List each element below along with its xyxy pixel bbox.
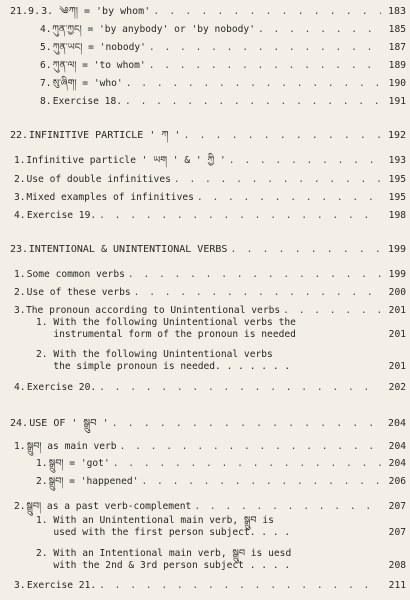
toc-entry[interactable] (14, 578, 410, 594)
toc-entry[interactable] (40, 94, 410, 110)
toc-entry[interactable] (14, 380, 410, 396)
leader-dots (229, 153, 381, 169)
toc-subentry[interactable] (36, 515, 384, 539)
page-number: 207 (388, 527, 406, 538)
entry-number: 24. (10, 418, 29, 429)
leader-dots (120, 439, 381, 455)
leader-dots (134, 285, 381, 301)
page-number: 199 (387, 244, 406, 255)
leader-dots (258, 22, 381, 38)
subentry-line: 2. With the following Unintentional verbs (36, 349, 273, 360)
leader-dots (149, 40, 381, 56)
chapter-entry[interactable] (10, 242, 410, 258)
page-number: 198 (388, 210, 406, 221)
toc-entry[interactable] (14, 208, 410, 224)
entry-label: 3. ༄ཀ། = 'by whom' (41, 6, 151, 17)
toc-entry[interactable] (14, 285, 410, 301)
entry-number: 21.9. (10, 6, 41, 17)
entry-number: 2. (14, 501, 26, 512)
page-number: 195 (388, 174, 406, 185)
page-number: 191 (388, 96, 406, 107)
entry-label: INTENTIONAL & UNINTENTIONAL VERBS (28, 244, 228, 255)
subentry-line: used with the first person subject. . . . (36, 527, 291, 538)
entry-number: 5. (40, 42, 52, 53)
entry-label: སྒྲུབ། = 'got' (48, 458, 110, 469)
toc-subentry[interactable] (36, 349, 384, 373)
entry-number: 1. (14, 269, 26, 280)
toc-entry[interactable] (40, 76, 410, 92)
subentry-line: 1. With an Unintentional main verb, སྒྲུབ is (36, 515, 274, 526)
leader-dots (112, 416, 381, 432)
leader-dots (153, 4, 381, 20)
entry-label: སྒྲུབ། as a past verb-complement (26, 501, 192, 512)
entry-label: ཀུན་ལ། = 'to whom' (52, 60, 146, 71)
entry-number: 3. (14, 305, 26, 316)
page-number: 202 (388, 382, 406, 393)
entry-label: Some common verbs (26, 269, 125, 280)
page-number: 204 (387, 418, 406, 429)
page-number: 204 (388, 458, 406, 469)
toc-subentry[interactable] (36, 548, 384, 572)
entry-label: Use of these verbs (26, 287, 131, 298)
leader-dots (141, 474, 381, 490)
leader-dots (149, 58, 381, 74)
page-number: 208 (388, 560, 406, 571)
entry-number: 6. (40, 60, 52, 71)
page-number: 211 (388, 580, 406, 591)
page-number: 200 (388, 287, 406, 298)
page-number: 192 (387, 130, 406, 141)
page-number: 204 (388, 441, 406, 452)
entry-label: Exercise 19. (26, 210, 97, 221)
page-number: 183 (387, 6, 406, 17)
entry-label: Exercise 20. (26, 382, 97, 393)
entry-label: The pronoun according to Unintentional verbs (26, 305, 281, 316)
entry-number: 22. (10, 130, 29, 141)
entry-label: Exercise 21. (26, 580, 97, 591)
toc-subentry[interactable] (36, 317, 384, 341)
entry-label: Exercise 18. (52, 96, 123, 107)
entry-label: Mixed examples of infinitives (26, 192, 194, 203)
subentry-line: with the 2nd & 3rd person subject . . . . (36, 560, 291, 571)
entry-number: 4. (14, 382, 26, 393)
page-number: 195 (388, 192, 406, 203)
leader-dots (113, 456, 381, 472)
leader-dots (197, 190, 381, 206)
page-number: 199 (388, 269, 406, 280)
toc-entry[interactable] (40, 58, 410, 74)
entry-label: USE OF ' སྒྲུབ ' (29, 418, 109, 429)
page-number: 185 (388, 24, 406, 35)
entry-number: 3. (14, 192, 26, 203)
entry-number: 4. (14, 210, 26, 221)
entry-number: 2. (36, 476, 48, 487)
entry-label: སྒྲུབ། = 'happened' (48, 476, 139, 487)
leader-dots (183, 128, 381, 144)
toc-entry[interactable] (40, 40, 410, 56)
entry-label: Infinitive particle ' ཡག ' & ' ཀྱི ' (26, 155, 226, 166)
chapter-entry[interactable] (10, 4, 410, 20)
toc-entry[interactable] (14, 499, 410, 515)
page-number: 187 (388, 42, 406, 53)
page-number: 201 (388, 361, 406, 372)
entry-number: 1. (14, 441, 26, 452)
subentry-line: 2. With an Intentional main verb, སྒྲུབ is uesd (36, 548, 292, 559)
entry-number: 23. (10, 244, 29, 255)
leader-dots (126, 76, 381, 92)
leader-dots (174, 172, 381, 188)
page-number: 189 (388, 60, 406, 71)
entry-label: Use of double infinitives (26, 174, 171, 185)
entry-number: 8. (40, 96, 52, 107)
entry-number: 2. (14, 174, 26, 185)
toc-entry[interactable] (14, 172, 410, 188)
entry-number: 1. (14, 155, 26, 166)
page-number: 201 (388, 305, 406, 316)
entry-number: 3. (14, 580, 26, 591)
toc-entry[interactable] (14, 439, 410, 455)
page-number: 201 (388, 329, 406, 340)
subentry-line: 1. With the following Unintentional verbs the (36, 317, 296, 328)
entry-number: 4. (40, 24, 52, 35)
entry-label: INFINITIVE PARTICLE ' ཀ ' (28, 130, 181, 141)
toc-entry[interactable] (14, 190, 410, 206)
toc-entry[interactable] (36, 456, 410, 472)
page-number: 193 (388, 155, 406, 166)
toc-entry[interactable] (40, 22, 410, 38)
page-number: 190 (388, 78, 406, 89)
leader-dots (128, 267, 381, 283)
toc-entry[interactable] (36, 474, 410, 490)
toc-entry[interactable] (14, 153, 410, 169)
entry-number: 2. (14, 287, 26, 298)
leader-dots (194, 499, 381, 515)
leader-dots (99, 380, 381, 396)
chapter-entry[interactable] (10, 416, 410, 432)
subentry-line: instrumental form of the pronoun is needed (36, 329, 296, 340)
entry-number: 1. (36, 458, 48, 469)
chapter-entry[interactable] (10, 128, 410, 144)
leader-dots (99, 208, 381, 224)
entry-label: སྒྲུབ། as main verb (26, 441, 117, 452)
page-number: 207 (388, 501, 406, 512)
entry-label: སུ་ཞིག། = 'who' (52, 78, 123, 89)
leader-dots (230, 242, 381, 258)
page-number: 206 (388, 476, 406, 487)
leader-dots (99, 578, 381, 594)
leader-dots (125, 94, 381, 110)
entry-label: ཀུན་ཀྱང། = 'by anybody' or 'by nobody' (52, 24, 255, 35)
toc-entry[interactable] (14, 267, 410, 283)
entry-number: 7. (40, 78, 52, 89)
subentry-line: the simple pronoun is needed. . . . . . . (36, 361, 291, 372)
entry-label: ཀུན་ཡང། = 'nobody' (52, 42, 146, 53)
